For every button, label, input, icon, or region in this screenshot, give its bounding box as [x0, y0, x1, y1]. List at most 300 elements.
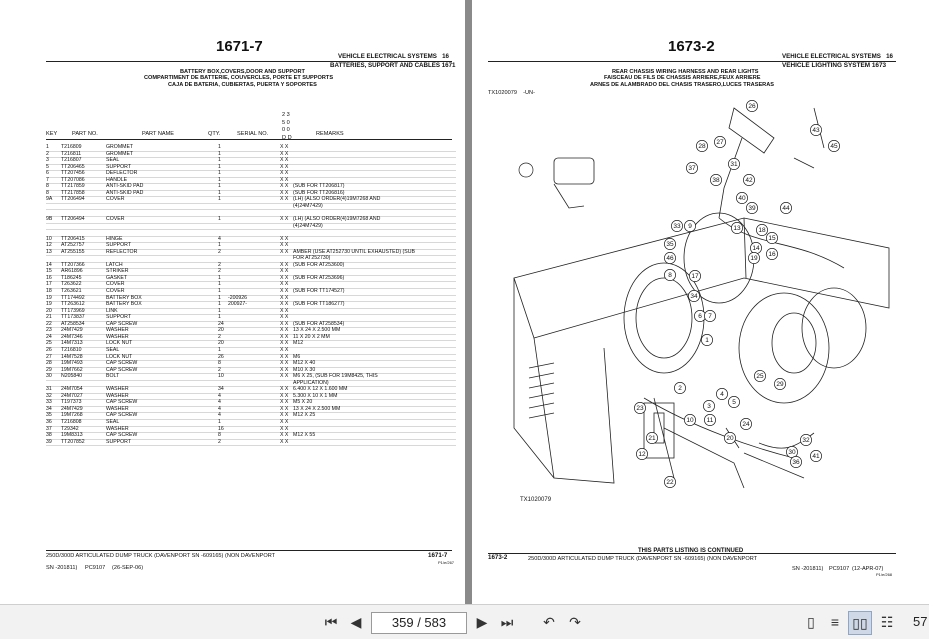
- cell-model-codes: X X: [280, 242, 289, 249]
- cell-part-no: T216809: [61, 144, 82, 150]
- left-document-page: [0, 0, 465, 604]
- cell-qty: 2: [218, 366, 221, 373]
- two-page-continuous-view-icon[interactable]: ☷: [880, 614, 894, 630]
- cell-remarks: 6.400 X 12 X 1.600 MM: [293, 386, 348, 393]
- cell-remarks: (LH) (ALSO ORDER(4)19M7268 AND: [293, 196, 381, 203]
- cell-model-codes: X X: [280, 320, 289, 327]
- cell-qty: 4: [218, 405, 221, 412]
- cell-part-name: BATTERY BOX: [106, 301, 142, 308]
- rotate-right-icon[interactable]: ↷: [569, 614, 581, 630]
- cell-remarks: (SUB FOR AT253696): [293, 274, 345, 281]
- cell-qty: 4: [218, 235, 221, 242]
- cell-remarks: FOR AT252730): [293, 255, 331, 262]
- cell-part-name: CAP SCREW: [106, 412, 138, 419]
- cell-part-name: CAP SCREW: [106, 320, 138, 327]
- callout-label: 4: [720, 391, 724, 399]
- cell-qty: 1: [218, 144, 221, 150]
- cell-model-codes: X X: [280, 314, 289, 321]
- cell-part-no: TT217858: [61, 189, 85, 196]
- callout-label: 33: [673, 223, 681, 231]
- cell-part-no: T197373: [61, 399, 82, 406]
- cell-part-no: T186245: [61, 274, 82, 281]
- cell-key: 6: [46, 170, 49, 177]
- parts-table: [46, 145, 456, 446]
- cell-qty: 4: [218, 399, 221, 406]
- cell-remarks: (SUB FOR TT206817): [293, 183, 345, 190]
- cell-part-no: AT258534: [61, 320, 85, 327]
- cell-model-codes: X X: [280, 301, 289, 308]
- left-footer-pc: PC9107: [85, 565, 106, 571]
- left-section-title: VEHICLE ELECTRICAL SYSTEMS 16: [338, 53, 449, 60]
- cell-remarks: APPLICATION): [293, 379, 329, 386]
- cell-part-name: SEAL: [106, 346, 120, 353]
- cell-key: 18: [46, 288, 52, 295]
- group-title-fr: COMPARTIMENT DE BATTERIE, COUVERCLES, PORTE ET SUPPORTS: [144, 75, 334, 81]
- cell-part-no: 19M7268: [61, 412, 83, 419]
- cell-qty: 1: [218, 274, 221, 281]
- cell-key: 14: [46, 261, 52, 268]
- cell-remarks: 5.300 X 10 X 1 MM: [293, 392, 338, 399]
- left-subsection-title: BATTERIES, SUPPORT AND CABLES 1671: [330, 62, 456, 69]
- model-code-header: 2 3 5 0 0 0 D D: [282, 112, 292, 141]
- cell-part-name: WASHER: [106, 405, 129, 412]
- group-title-en: BATTERY BOX,COVERS,DOOR AND SUPPORT: [180, 69, 305, 75]
- cell-qty: 1: [218, 242, 221, 249]
- col-qty: QTY.: [208, 131, 221, 137]
- cell-part-name: COVER: [106, 196, 125, 203]
- viewer-toolbar: [0, 604, 929, 639]
- cell-qty: 16: [218, 425, 224, 432]
- cell-model-codes: X X: [280, 268, 289, 275]
- cell-part-no: T263621: [61, 288, 82, 295]
- cell-remarks: M5 X 20: [293, 399, 313, 406]
- cell-part-no: TT206465: [61, 163, 85, 170]
- page-number-input[interactable]: 359 / 583: [371, 612, 467, 634]
- cell-qty: 20: [218, 340, 224, 347]
- cell-part-name: GASKET: [106, 274, 128, 281]
- cell-part-name: WASHER: [106, 425, 129, 432]
- cell-qty: 1: [218, 150, 221, 157]
- callout-label: 9: [688, 223, 692, 231]
- cell-qty: 24: [218, 320, 224, 327]
- cell-remarks: (4)24M7429): [293, 202, 323, 209]
- cell-part-no: N205840: [61, 373, 83, 380]
- cell-part-no: TT207852: [61, 438, 85, 445]
- left-footer-code: P1/e/267: [438, 560, 455, 565]
- rotate-left-icon[interactable]: ↶: [543, 614, 555, 630]
- cell-remarks: (4)24M7429): [293, 222, 323, 229]
- figure-id-bottom: TX1020079: [520, 497, 552, 503]
- cell-part-no: TT206494: [61, 216, 85, 223]
- cell-key: 34: [46, 405, 52, 412]
- cell-part-name: CAP SCREW: [106, 432, 138, 439]
- cell-key: 39: [46, 438, 52, 445]
- cell-key: 1: [46, 144, 49, 150]
- page-gap: [465, 0, 472, 604]
- callout-label: 38: [712, 177, 720, 185]
- cell-model-codes: X X: [280, 307, 289, 314]
- single-page-view-icon[interactable]: ▯: [807, 614, 815, 630]
- cell-remarks: (SUB FOR AT258534): [293, 320, 345, 327]
- cell-remarks: M12 X 55: [293, 432, 316, 439]
- callout-label: 11: [706, 417, 714, 425]
- cell-remarks: M6: [293, 353, 301, 360]
- cell-part-name: BOLT: [106, 373, 120, 380]
- cell-qty: 8: [218, 432, 221, 439]
- cell-remarks: (SUB FOR TT174527): [293, 288, 345, 295]
- callout-label: 8: [668, 272, 672, 280]
- cell-key: 19: [46, 294, 52, 301]
- cell-part-no: TT173837: [61, 314, 85, 321]
- cell-model-codes: X X: [280, 216, 289, 223]
- cell-part-no: TT207086: [61, 176, 85, 183]
- cell-serial-no: -200926: [228, 294, 248, 301]
- cell-model-codes: X X: [280, 412, 289, 419]
- cell-part-name: REFLECTOR: [106, 248, 138, 255]
- callout-label: 5: [732, 399, 736, 407]
- left-footer-date: (26-SEP-06): [112, 565, 144, 571]
- cell-model-codes: X X: [280, 183, 289, 190]
- callout-label: 17: [691, 273, 699, 281]
- cell-serial-no: 200927-: [228, 301, 248, 308]
- cell-part-no: 19M8313: [61, 432, 83, 439]
- figure-id-top: TX1020079 -UN-: [488, 90, 535, 96]
- last-page-button[interactable]: ⏭: [500, 614, 514, 630]
- cell-key: 13: [46, 248, 52, 255]
- cell-remarks: 13 X 24 X 2.500 MM: [293, 327, 341, 334]
- group-title-es: CAJA DE BATERIA, CUBIERTAS, PUERTA Y SOPORTES: [168, 82, 317, 88]
- callout-label: 36: [792, 459, 800, 467]
- callout-label: 18: [758, 227, 766, 235]
- cell-model-codes: X X: [280, 340, 289, 347]
- cell-qty: 1: [218, 294, 221, 301]
- callout-label: 2: [678, 385, 682, 393]
- cell-key: 36: [46, 418, 52, 425]
- cell-qty: 4: [218, 412, 221, 419]
- cell-part-name: CAP SCREW: [106, 399, 138, 406]
- first-page-button[interactable]: ⏮: [324, 614, 338, 630]
- cell-remarks: M6 X 25, (SUB FOR 19M8425, THIS: [293, 373, 378, 380]
- right-footer-page: 1673-2: [488, 554, 508, 561]
- right-subsection-title: VEHICLE LIGHTING SYSTEM 1673: [782, 62, 887, 69]
- cell-qty: 1: [218, 314, 221, 321]
- right-page-number-title: 1673-2: [668, 38, 715, 55]
- cell-part-name: ANTI-SKID PAD: [106, 189, 144, 196]
- cell-part-no: T216807: [61, 157, 82, 164]
- cell-model-codes: X X: [280, 248, 289, 255]
- left-footer-rule: [46, 550, 452, 551]
- left-footer-model: 250D/300D ARTICULATED DUMP TRUCK (DAVENPORT SN -609165) (NON DAVENPORT: [46, 553, 276, 559]
- cell-qty: 1: [218, 183, 221, 190]
- cell-part-no: TT173969: [61, 307, 85, 314]
- cell-part-no: TT263612: [61, 301, 85, 308]
- cell-qty: 10: [218, 373, 224, 380]
- cell-key: 30: [46, 373, 52, 380]
- cell-qty: 1: [218, 170, 221, 177]
- cell-key: 35: [46, 412, 52, 419]
- cell-part-no: 14M7528: [61, 353, 83, 360]
- right-document-page: [472, 0, 929, 604]
- cell-key: 3: [46, 157, 49, 164]
- cell-part-no: TT207366: [61, 261, 85, 268]
- cell-qty: 2: [218, 438, 221, 445]
- cell-model-codes: X X: [280, 261, 289, 268]
- left-page-number-title: 1671-7: [216, 38, 263, 55]
- cell-model-codes: X X: [280, 438, 289, 445]
- cell-part-name: SEAL: [106, 157, 120, 164]
- cell-remarks: (SUB FOR TT206816): [293, 189, 345, 196]
- callout-label: 35: [666, 241, 674, 249]
- cell-remarks: (SUB FOR TT186277): [293, 301, 345, 308]
- cell-part-no: T216811: [61, 150, 82, 157]
- callout-label: 42: [745, 177, 753, 185]
- cell-part-no: T29342: [61, 425, 79, 432]
- cell-part-no: 24M7054: [61, 386, 83, 393]
- cell-remarks: 11 X 20 X 2 MM: [293, 333, 330, 340]
- cell-model-codes: X X: [280, 425, 289, 432]
- cell-key: 23: [46, 327, 52, 334]
- cell-model-codes: X X: [280, 144, 289, 150]
- cell-qty: 26: [218, 353, 224, 360]
- cell-model-codes: X X: [280, 163, 289, 170]
- cell-qty: 1: [218, 346, 221, 353]
- cell-part-name: HINGE: [106, 235, 123, 242]
- right-group-title-en: REAR CHASSIS WIRING HARNESS AND REAR LIGHTS: [612, 69, 759, 75]
- callout-label: 29: [776, 381, 784, 389]
- cell-part-no: 24M7429: [61, 405, 83, 412]
- callout-label: 21: [648, 435, 656, 443]
- cell-model-codes: X X: [280, 432, 289, 439]
- callout-label: 12: [638, 451, 646, 459]
- callout-label: 32: [802, 437, 810, 445]
- callout-label: 37: [688, 165, 696, 173]
- cell-key: 37: [46, 425, 52, 432]
- cell-key: 16: [46, 274, 52, 281]
- callout-label: 40: [738, 195, 746, 203]
- cell-remarks: M12 X 25: [293, 412, 316, 419]
- cell-part-name: WASHER: [106, 333, 129, 340]
- cell-model-codes: X X: [280, 196, 289, 203]
- right-footer-code: P1/e/268: [876, 572, 893, 577]
- right-footer-pc: PC9107: [829, 566, 850, 572]
- cell-part-name: SUPPORT: [106, 242, 131, 249]
- cell-part-no: T216808: [61, 418, 82, 425]
- cell-model-codes: X X: [280, 366, 289, 373]
- cell-part-name: LATCH: [106, 261, 123, 268]
- zoom-level[interactable]: 57: [913, 614, 928, 629]
- cell-qty: 2: [218, 248, 221, 255]
- callout-label: 16: [768, 251, 776, 259]
- left-footer-sn: SN -201811): [46, 565, 78, 571]
- callout-label: 3: [707, 403, 711, 411]
- two-page-view-icon[interactable]: ▯▯: [848, 611, 872, 635]
- cell-model-codes: X X: [280, 150, 289, 157]
- callout-label: 27: [716, 139, 724, 147]
- continued-note: THIS PARTS LISTING IS CONTINUED: [638, 548, 744, 554]
- cell-model-codes: X X: [280, 373, 289, 380]
- col-part-name: PART NAME: [142, 131, 175, 137]
- cell-remarks: 13 X 24 X 2.500 MM: [293, 405, 341, 412]
- cell-part-name: SUPPORT: [106, 163, 131, 170]
- cell-qty: 34: [218, 386, 224, 393]
- cell-part-no: 24M7429: [61, 327, 83, 334]
- cell-part-name: HANDLE: [106, 176, 128, 183]
- cell-part-no: 19M7493: [61, 360, 83, 367]
- cell-remarks: M12: [293, 340, 304, 347]
- right-footer-model: 250D/300D ARTICULATED DUMP TRUCK (DAVENPORT SN -609165) (NON DAVENPORT: [528, 556, 758, 562]
- cell-part-name: SUPPORT: [106, 314, 131, 321]
- callout-label: 44: [782, 205, 790, 213]
- callout-label: 23: [636, 405, 644, 413]
- cell-model-codes: X X: [280, 157, 289, 164]
- cell-key: 24: [46, 333, 52, 340]
- cell-key: 12: [46, 242, 52, 249]
- callout-label: 30: [788, 449, 796, 457]
- cell-remarks: (SUB FOR AT253600): [293, 261, 345, 268]
- callout-label: 46: [666, 255, 674, 263]
- cell-qty: 2: [218, 261, 221, 268]
- callout-label: 20: [726, 435, 734, 443]
- table-header-rule: [46, 139, 452, 140]
- right-footer-sn: SN -201811): [792, 566, 824, 572]
- cell-part-name: BATTERY BOX: [106, 294, 142, 301]
- cell-model-codes: X X: [280, 189, 289, 196]
- cell-qty: 1: [218, 288, 221, 295]
- continuous-view-icon[interactable]: ≡: [830, 614, 840, 630]
- cell-part-no: 14M7313: [61, 340, 83, 347]
- cell-part-no: AR61896: [61, 268, 83, 275]
- cell-key: 2: [46, 150, 49, 157]
- cell-qty: 1: [218, 281, 221, 288]
- cell-key: 26: [46, 346, 52, 353]
- cell-part-name: ANTI-SKID PAD: [106, 183, 144, 190]
- cell-part-name: COVER: [106, 281, 125, 288]
- cell-part-name: GROMMET: [106, 144, 134, 150]
- cell-qty: 1: [218, 418, 221, 425]
- cell-part-name: WASHER: [106, 327, 129, 334]
- cell-key: 20: [46, 307, 52, 314]
- callout-label: 28: [698, 143, 706, 151]
- cell-model-codes: X X: [280, 327, 289, 334]
- next-page-button[interactable]: ▶: [476, 614, 488, 630]
- cell-key: 8: [46, 183, 49, 190]
- cell-key: 32: [46, 392, 52, 399]
- cell-part-no: TT206494: [61, 196, 85, 203]
- callout-label: 41: [812, 453, 820, 461]
- cell-part-name: SEAL: [106, 418, 120, 425]
- callout-label: 22: [666, 479, 674, 487]
- cell-key: 15: [46, 268, 52, 275]
- cell-qty: 1: [218, 157, 221, 164]
- callout-label: 31: [730, 161, 738, 169]
- cell-part-name: STRIKER: [106, 268, 129, 275]
- cell-qty: 1: [218, 176, 221, 183]
- cell-part-name: CAP SCREW: [106, 366, 138, 373]
- cell-part-name: LOCK NUT: [106, 340, 133, 347]
- cell-part-name: LOCK NUT: [106, 353, 133, 360]
- cell-model-codes: X X: [280, 170, 289, 177]
- callout-label: 24: [742, 421, 750, 429]
- cell-part-no: TT206415: [61, 235, 85, 242]
- cell-qty: 1: [218, 189, 221, 196]
- cell-qty: 1: [218, 196, 221, 203]
- callout-label: 13: [733, 225, 741, 233]
- right-group-title-es: ARNES DE ALAMBRADO DEL CHASIS TRASERO,LUCES TRASERAS: [590, 82, 774, 88]
- cell-remarks: (LH) (ALSO ORDER(4)19M7268 AND: [293, 216, 381, 223]
- cell-model-codes: X X: [280, 405, 289, 412]
- cell-part-no: T216810: [61, 346, 82, 353]
- col-serial-no: SERIAL NO.: [237, 131, 269, 137]
- callout-label: 7: [708, 313, 712, 321]
- cell-part-no: AT255155: [61, 248, 85, 255]
- cell-qty: 8: [218, 360, 221, 367]
- cell-qty: 20: [218, 327, 224, 334]
- cell-model-codes: X X: [280, 392, 289, 399]
- cell-remarks: M12 X 40: [293, 360, 316, 367]
- callout-label: 26: [748, 103, 756, 111]
- cell-key: 22: [46, 320, 52, 327]
- cell-model-codes: X X: [280, 346, 289, 353]
- callout-label: 39: [748, 205, 756, 213]
- cell-model-codes: X X: [280, 353, 289, 360]
- cell-part-name: CAP SCREW: [106, 360, 138, 367]
- col-part-no: PART NO.: [72, 131, 98, 137]
- cell-key: 27: [46, 353, 52, 360]
- callout-label: 14: [752, 245, 760, 253]
- cell-qty: 1: [218, 307, 221, 314]
- cell-key: 17: [46, 281, 52, 288]
- cell-part-no: TT207456: [61, 170, 85, 177]
- cell-key: 28: [46, 360, 52, 367]
- parts-diagram: [494, 98, 894, 498]
- callout-label: 43: [812, 127, 820, 135]
- cell-key: 8: [46, 189, 49, 196]
- cell-part-no: TT217859: [61, 183, 85, 190]
- cell-key: 10: [46, 235, 52, 242]
- cell-qty: 1: [218, 216, 221, 223]
- cell-key: 9A: [46, 196, 53, 203]
- cell-key: 25: [46, 340, 52, 347]
- cell-part-no: 24M7346: [61, 333, 83, 340]
- cell-qty: 1: [218, 301, 221, 308]
- cell-key: 19: [46, 301, 52, 308]
- cell-model-codes: X X: [280, 418, 289, 425]
- callout-label: 34: [690, 293, 698, 301]
- cell-model-codes: X X: [280, 386, 289, 393]
- callout-label: 45: [830, 143, 838, 151]
- cell-part-no: T263622: [61, 281, 82, 288]
- cell-qty: 2: [218, 333, 221, 340]
- cell-part-no: TT174492: [61, 294, 85, 301]
- callout-label: 1: [705, 337, 709, 345]
- right-footer-date: (12-APR-07): [852, 566, 884, 572]
- cell-model-codes: X X: [280, 176, 289, 183]
- previous-page-button[interactable]: ◀: [350, 614, 362, 630]
- cell-part-name: COVER: [106, 216, 125, 223]
- cell-part-no: AT252757: [61, 242, 85, 249]
- cell-part-name: COVER: [106, 288, 125, 295]
- cell-key: 9B: [46, 216, 53, 223]
- callout-label: 19: [750, 255, 758, 263]
- cell-model-codes: X X: [280, 274, 289, 281]
- left-footer-page: 1671-7: [428, 552, 448, 559]
- cell-part-name: SUPPORT: [106, 438, 131, 445]
- cell-remarks: AMBER (USE AT252730 UNTIL EXHAUSTED) (SUB: [293, 248, 415, 255]
- cell-part-name: DEFLECTOR: [106, 170, 138, 177]
- cell-qty: 2: [218, 268, 221, 275]
- right-group-title-fr: FAISCEAU DE FILS DE CHASSIS ARRIERE,FEUX ARRIERE: [604, 75, 761, 81]
- callout-label: 15: [768, 235, 776, 243]
